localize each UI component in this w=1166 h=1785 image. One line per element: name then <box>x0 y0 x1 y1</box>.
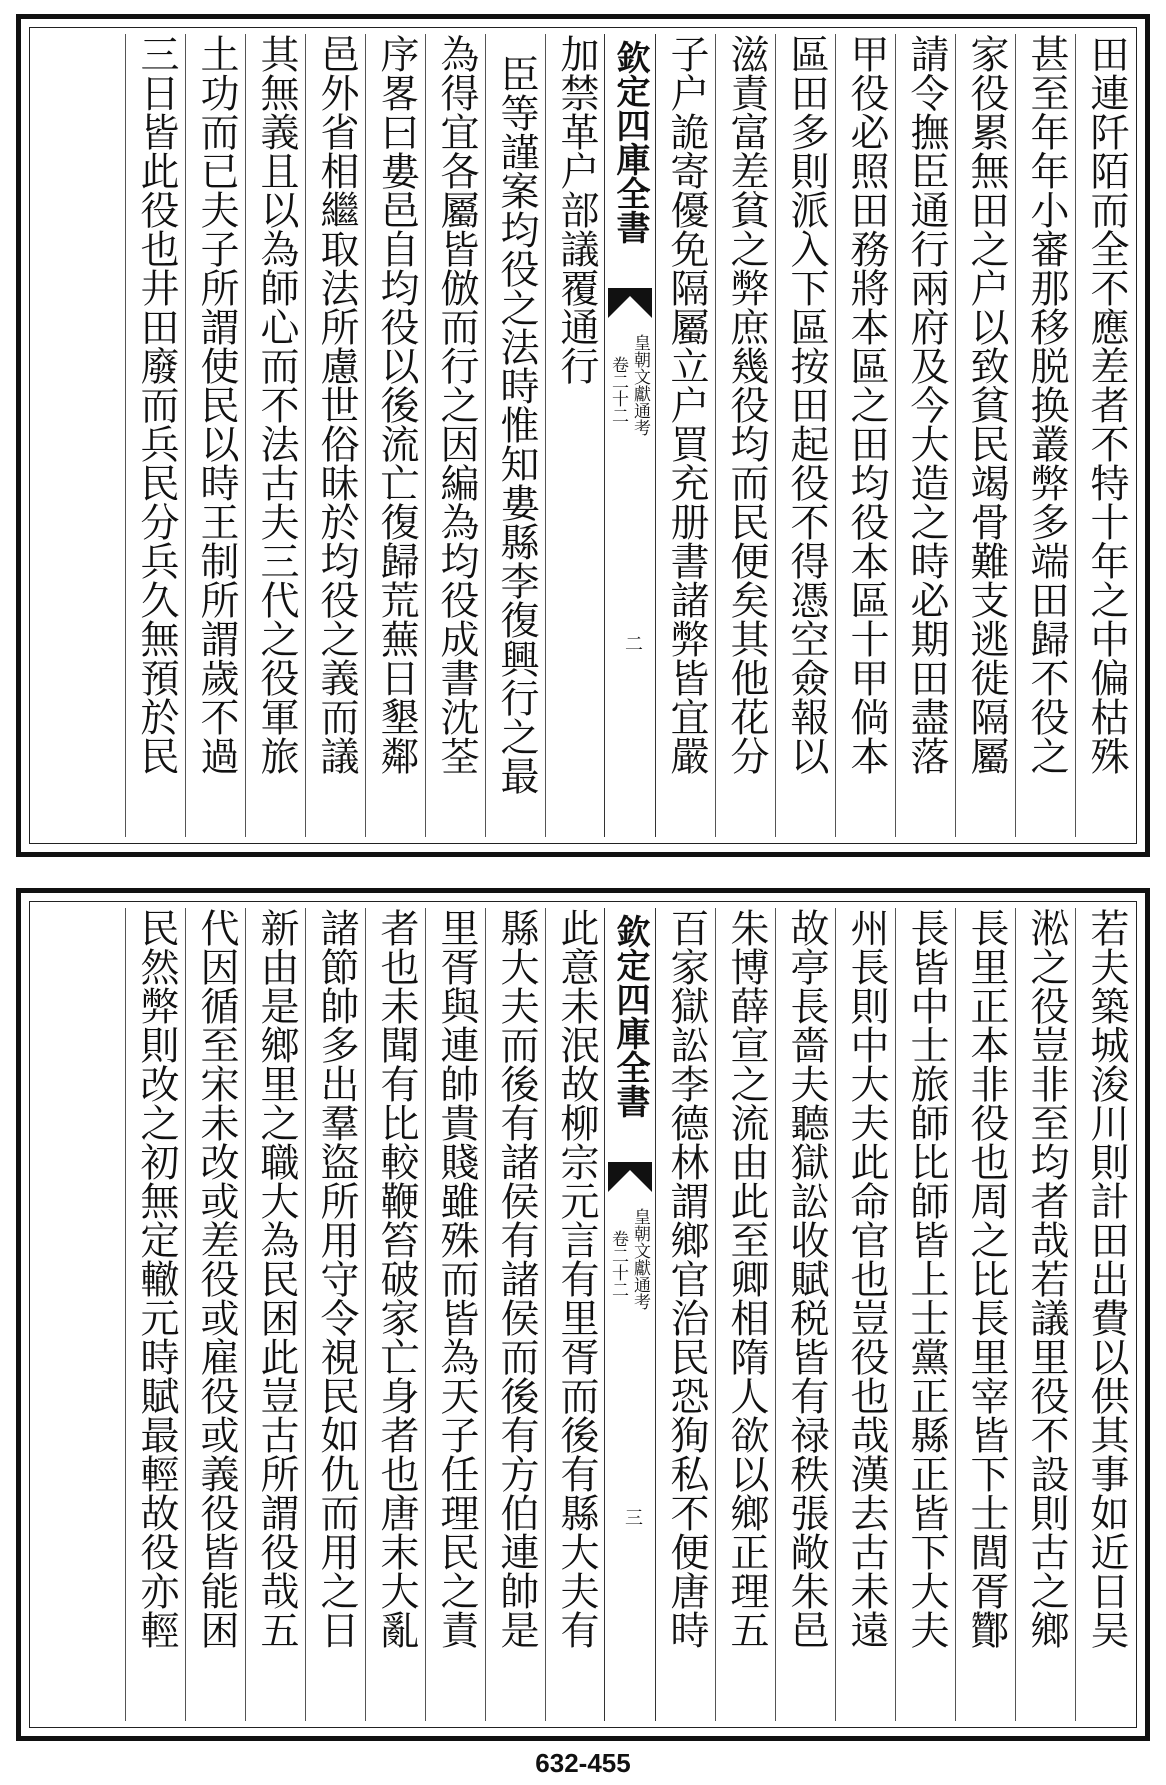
column-text: 民然弊則改之初無定轍元時賦最輕故役亦輕 <box>134 908 179 1649</box>
text-column <box>305 908 366 1721</box>
text-column <box>1075 34 1136 837</box>
column-text: 代因循至宋未改或差役或雇役或義役皆能困 <box>194 908 239 1649</box>
text-column <box>895 34 956 837</box>
fish-tail-mark-icon <box>608 288 652 318</box>
column-text: 此意未泯故柳宗元言有里胥而後有縣大夫有 <box>554 908 599 1649</box>
text-column <box>835 34 896 837</box>
text-column <box>1015 908 1076 1721</box>
text-column <box>655 34 716 837</box>
column-text: 縣大夫而後有諸侯有諸侯而後有方伯連帥是 <box>494 908 539 1649</box>
column-text: 家役累無田之户以致貧民竭骨難支逃徙隔屬 <box>964 34 1009 775</box>
text-column <box>125 908 186 1721</box>
text-column <box>1075 908 1136 1721</box>
text-column <box>485 34 546 837</box>
text-column <box>655 908 716 1721</box>
upper-page-frame <box>29 27 1137 844</box>
column-text: 請令撫臣通行兩府及今大造之時必期田盡落 <box>904 34 949 775</box>
center-margin-strip <box>604 34 656 837</box>
text-column <box>1015 34 1076 837</box>
column-text: 諸節帥多出羣盜所用守令視民如仇而用之日 <box>314 908 359 1649</box>
column-text: 淞之役豈非至均者哉若議里役不設則古之鄉 <box>1024 908 1069 1649</box>
text-column <box>305 34 366 837</box>
column-text: 新由是鄉里之職大為民困此豈古所謂役哉五 <box>254 908 299 1649</box>
book-title: 皇朝文獻通考 <box>630 334 650 436</box>
text-column <box>365 34 426 837</box>
column-text: 者也未聞有比較鞭笞破家亡身者也唐末大亂 <box>374 908 419 1649</box>
column-text: 為得宜各屬皆倣而行之因編為均役成書沈荃 <box>434 34 479 775</box>
text-column <box>895 908 956 1721</box>
column-text: 州長則中大夫此命官也豈役也哉漢去古未遠 <box>844 908 889 1649</box>
fish-tail-mark-icon <box>608 1162 652 1192</box>
column-text: 里胥與連帥貴賤雖殊而皆為天子任理民之責 <box>434 908 479 1649</box>
column-text: 加禁革户部議覆通行 <box>554 34 599 385</box>
column-text: 若夫築城浚川則計田出費以供其事如近日吴 <box>1084 908 1129 1649</box>
column-text: 朱博薛宣之流由此至卿相隋人欲以鄉正理五 <box>724 908 769 1649</box>
center-margin-strip <box>604 908 656 1721</box>
book-series-title: 欽定四庫全書 <box>610 914 650 1118</box>
text-column <box>955 34 1016 837</box>
column-text: 區田多則派入下區按田起役不得憑空僉報以 <box>784 34 829 775</box>
lower-page <box>16 888 1150 1741</box>
column-text: 甲役必照田務將本區之田均役本區十甲倘本 <box>844 34 889 775</box>
lower-page-frame <box>29 901 1137 1728</box>
volume-label: 卷二十二 <box>608 356 628 424</box>
column-text: 邑外省相繼取法所慮世俗昧於均役之義而議 <box>314 34 359 775</box>
leaf-number: 三 <box>622 1508 643 1526</box>
page-number: 632-455 <box>535 1748 631 1778</box>
column-text: 三日皆此役也井田廢而兵民分兵久無預於民 <box>134 34 179 775</box>
column-text: 臣等謹案均役之法時惟知婁縣李復興行之最 <box>494 54 539 795</box>
column-text: 土功而已夫子所謂使民以時王制所謂歲不過 <box>194 34 239 775</box>
column-text: 田連阡陌而全不應差者不特十年之中偏枯殊 <box>1084 34 1129 775</box>
text-column <box>545 908 606 1721</box>
column-text: 子户詭寄優免隔屬立户買充册書諸弊皆宜嚴 <box>664 34 709 775</box>
text-column <box>125 34 186 837</box>
text-column <box>775 908 836 1721</box>
column-text: 故亭長嗇夫聽獄訟收賦税皆有禄秩張敞朱邑 <box>784 908 829 1649</box>
book-series-title: 欽定四庫全書 <box>610 40 650 244</box>
column-text: 長里正本非役也周之比長里宰皆下士閭胥酇 <box>964 908 1009 1649</box>
column-text: 其無義且以為師心而不法古夫三代之役軍旅 <box>254 34 299 775</box>
text-column <box>425 908 486 1721</box>
text-column <box>955 908 1016 1721</box>
column-text: 滋責富差貧之弊庶幾役均而民便矣其他花分 <box>724 34 769 775</box>
upper-page <box>16 14 1150 857</box>
volume-label: 卷二十二 <box>608 1230 628 1298</box>
book-title: 皇朝文獻通考 <box>630 1208 650 1310</box>
text-column <box>835 908 896 1721</box>
leaf-number: 二 <box>622 634 643 652</box>
column-text: 甚至年年小審那移脱换叢弊多端田歸不役之 <box>1024 34 1069 775</box>
text-column <box>365 908 426 1721</box>
text-column <box>775 34 836 837</box>
text-column <box>185 908 246 1721</box>
text-column <box>245 34 306 837</box>
text-column <box>715 34 776 837</box>
text-column <box>485 908 546 1721</box>
text-column <box>545 34 606 837</box>
text-column <box>245 908 306 1721</box>
text-column <box>425 34 486 837</box>
text-column <box>715 908 776 1721</box>
column-text: 序畧曰婁邑自均役以後流亡復歸荒蕪日墾鄰 <box>374 34 419 775</box>
text-column <box>185 34 246 837</box>
column-text: 百家獄訟李德林謂鄉官治民恐狥私不便唐時 <box>664 908 709 1649</box>
column-text: 長皆中士旅師比師皆上士黨正縣正皆下大夫 <box>904 908 949 1649</box>
